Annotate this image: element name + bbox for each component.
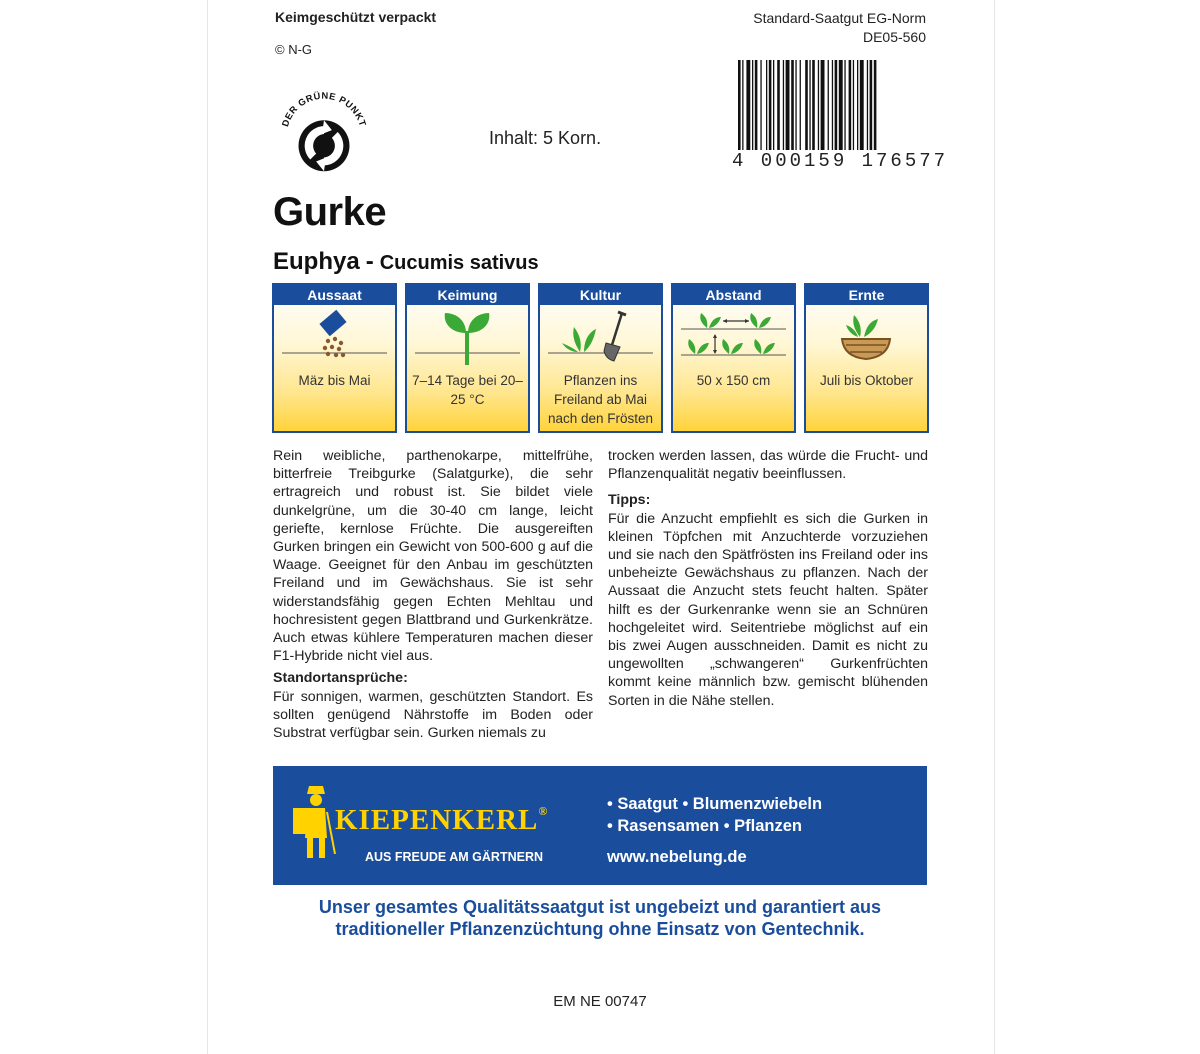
cultivation-icons xyxy=(272,283,932,433)
barcode-bar xyxy=(867,60,868,150)
barcode-bar xyxy=(773,60,774,150)
barcode-bar xyxy=(738,60,741,150)
product-range-line-1: • Saatgut • Blumenzwiebeln xyxy=(607,795,823,813)
barcode-bar xyxy=(805,60,808,150)
green-dot-text: DER GRÜNE PUNKT xyxy=(280,90,368,128)
location-heading: Standortansprüche: xyxy=(273,670,408,687)
icon-title-aussaat: Aussaat xyxy=(274,285,395,305)
description-intro: Rein weibliche, parthenokarpe, mittelfrühe, bitterfreie Treibgurke (Salatgurke), die sehr ertragreich und robust ist. Sie bildet viele dunkelgrüne, um die 30-40 cm lange, leicht geriefte, kernlose Früchte. Die ausgereiften Gurken bringen ein Gewicht von 500-600 g auf die Waage. Geeignet für den Anbau im geschützten Freiland und im Gewächshaus. Sie ist sehr widerstandsfähig gegen Echten Mehltau und hochresistent gegen Blattbrand und Gurkenkrätze. Auch etwas kühlere Temperaturen machen dieser F1-Hybride nicht viel aus. xyxy=(273,448,593,665)
icon-title-ernte: Ernte xyxy=(806,285,927,305)
copyright-label: © N-G xyxy=(275,42,313,57)
icon-box-aussaat xyxy=(272,283,397,433)
icon-title-keimung: Keimung xyxy=(407,285,528,305)
barcode-bar xyxy=(874,60,877,150)
barcode xyxy=(738,60,924,162)
barcode-bar xyxy=(755,60,758,150)
product-range xyxy=(607,793,822,837)
barcode-bar xyxy=(844,60,845,150)
harvest-bowl-icon xyxy=(810,309,923,369)
barcode-bar xyxy=(860,60,864,150)
product-subtitle xyxy=(273,248,539,276)
website-link[interactable]: www.nebelung.de xyxy=(607,848,747,866)
barcode-bar xyxy=(870,60,873,150)
standard-label xyxy=(640,9,926,47)
product-name: Gurke xyxy=(273,190,387,234)
barcode-bar xyxy=(791,60,794,150)
tips-heading: Tipps: xyxy=(608,492,651,509)
location-text: Für sonnigen, warmen, geschützten Standort. Es sollten genügend Nährstoffe im Boden oder Substrat verfügbar sein. Gurken niemals zu xyxy=(273,688,593,742)
barcode-bar xyxy=(835,60,838,150)
latin-name: Cucumis sativus xyxy=(379,252,539,274)
kiepenkerl-mascot-icon xyxy=(291,782,337,862)
icon-title-kultur: Kultur xyxy=(540,285,661,305)
barcode-bar xyxy=(752,60,753,150)
barcode-bar xyxy=(828,60,829,150)
barcode-bar xyxy=(800,60,801,150)
brand-name xyxy=(335,804,548,837)
barcode-bar xyxy=(746,60,750,150)
icon-box-kultur xyxy=(538,283,663,433)
icon-text-kultur: Pflanzen ins Freiland ab Mai nach den Frösten xyxy=(547,373,654,426)
subtitle-separator: - xyxy=(365,248,374,275)
standard-line-1: Standard-Saatgut EG-Norm xyxy=(753,10,926,26)
barcode-bar xyxy=(783,60,784,150)
barcode-bar xyxy=(853,60,854,150)
seed-packet-icon xyxy=(278,309,391,369)
icon-box-abstand xyxy=(671,283,796,433)
description-right-column xyxy=(608,447,928,710)
barcode-bar xyxy=(818,60,819,150)
plant-spade-icon xyxy=(544,309,657,369)
spacing-icon xyxy=(677,309,790,369)
icon-box-ernte xyxy=(804,283,929,433)
icon-title-abstand: Abstand xyxy=(673,285,794,305)
germ-protected-label: Keimgeschützt verpackt xyxy=(275,9,437,25)
barcode-digits: 4 000159 176577 xyxy=(732,150,949,172)
barcode-bar xyxy=(777,60,780,150)
barcode-bar xyxy=(795,60,796,150)
registered-mark: ® xyxy=(538,804,549,818)
brand-wordmark: KIEPENKERL xyxy=(335,804,539,836)
product-range-line-2: • Rasensamen • Pflanzen xyxy=(607,817,802,835)
description-left-column xyxy=(273,447,593,742)
variety-name: Euphya xyxy=(273,248,360,275)
barcode-bar xyxy=(760,60,761,150)
brand-tagline: AUS FREUDE AM GÄRTNERN xyxy=(365,850,544,864)
location-text-continued: trocken werden lassen, das würde die Frucht- und Pflanzenqualität negativ beeinflussen. xyxy=(608,448,928,483)
barcode-bar xyxy=(766,60,767,150)
barcode-bar xyxy=(857,60,858,150)
seedling-icon xyxy=(411,309,524,369)
barcode-bar xyxy=(832,60,833,150)
barcode-bar xyxy=(812,60,815,150)
standard-line-2: DE05-560 xyxy=(862,29,926,45)
icon-box-keimung xyxy=(405,283,530,433)
content-amount: Inhalt: 5 Korn. xyxy=(489,128,602,148)
barcode-bar xyxy=(769,60,772,150)
barcode-bar xyxy=(742,60,743,150)
quality-note: Unser gesamtes Qualitätssaatgut ist ungebeizt und garantiert aus traditioneller Pflanzenzüchtung ohne Einsatz von Gentechnik. xyxy=(318,897,882,939)
green-dot-icon xyxy=(275,85,373,183)
article-code: EM NE 00747 xyxy=(553,993,647,1010)
barcode-bar xyxy=(839,60,843,150)
barcode-bar xyxy=(786,60,790,150)
icon-text-ernte: Juli bis Oktober xyxy=(819,373,914,388)
icon-text-keimung: 7–14 Tage bei 20–25 °C xyxy=(412,373,523,407)
brand-banner xyxy=(273,766,927,885)
icon-text-abstand: 50 x 150 cm xyxy=(696,373,771,388)
barcode-bar xyxy=(849,60,852,150)
icon-text-aussaat: Mäz bis Mai xyxy=(298,373,371,388)
tips-text: Für die Anzucht empfiehlt es sich die Gurken in kleinen Töpfchen mit Anzuchterde vorzuziehen und sie nach den Spätfrösten ins Freiland oder ins unbeheizte Gewächshaus zu pflanzen. Nach der Aussaat die Anzucht stets feucht halten. Später hilft es der Gurkenranke wenn sie an Schnüren hochgeleitet wird. Seitentriebe möglichst auf ein bis zwei Augen ausschneiden. Damit es nicht zu ungewollten „schwangeren“ Gurkenfrüchten kommt keine männlich bzw. gemischt blühenden Sorten in die Nähe stellen. xyxy=(608,510,928,709)
barcode-bar xyxy=(809,60,810,150)
barcode-bar xyxy=(821,60,825,150)
